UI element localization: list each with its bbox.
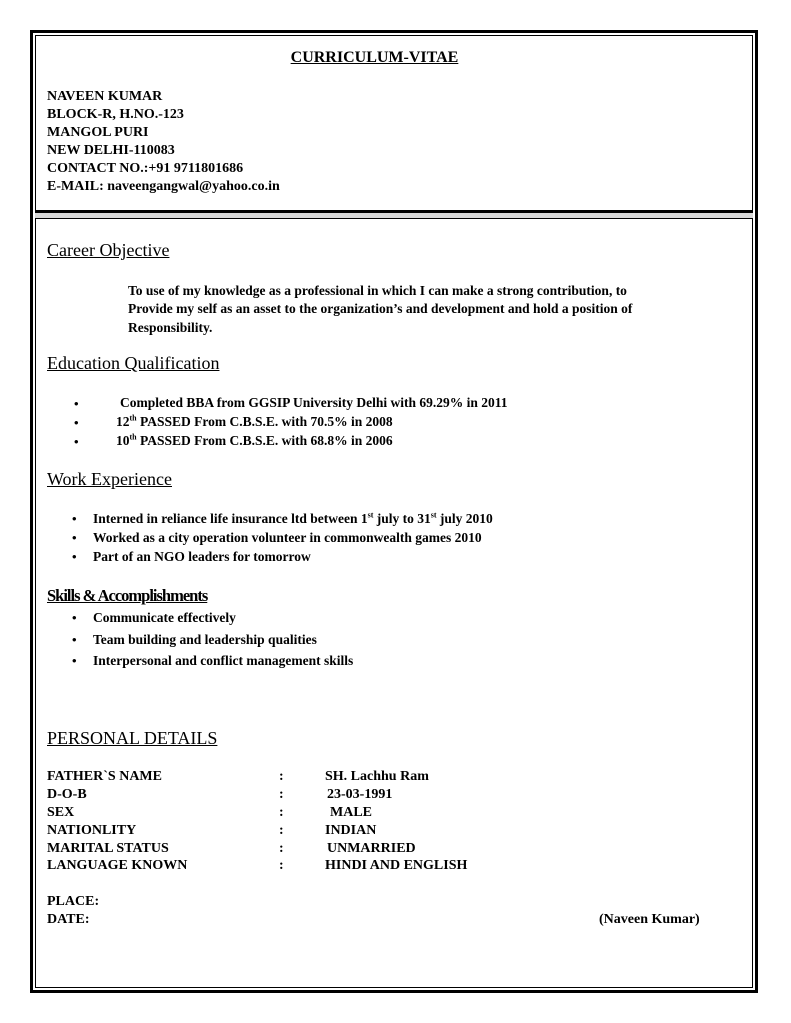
skill-item-3: Interpersonal and conflict management skills [93, 653, 354, 668]
field-label: MARITAL STATUS [47, 841, 169, 856]
education-item-2-grade: 12 [116, 414, 130, 429]
signature-name: (Naveen Kumar) [599, 912, 700, 927]
skills-heading: Skills & Accomplishments [47, 586, 208, 605]
bullet-icon: • [72, 530, 77, 545]
personal-details-heading: PERSONAL DETAILS [47, 728, 218, 748]
ordinal-suffix: st [430, 510, 437, 520]
date-label: DATE: [47, 912, 90, 927]
ordinal-suffix: th [129, 432, 137, 442]
field-separator: : [279, 858, 284, 873]
contact-number: CONTACT NO.:+91 9711801686 [47, 161, 244, 176]
field-separator: : [279, 769, 284, 784]
field-value: HINDI AND ENGLISH [325, 858, 468, 873]
objective-line-1: To use of my knowledge as a professional in which I can make a strong contribution, to [128, 283, 627, 298]
bullet-icon: • [74, 396, 79, 411]
address-line-3: NEW DELHI-110083 [47, 143, 175, 158]
work-experience-heading: Work Experience [47, 469, 172, 489]
education-heading: Education Qualification [47, 353, 220, 373]
work-item-1-part-b: july to 31 [373, 511, 431, 526]
field-label: LANGUAGE KNOWN [47, 858, 188, 873]
place-label: PLACE: [47, 894, 100, 909]
address-line-1: BLOCK-R, H.NO.-123 [47, 107, 184, 122]
applicant-name: NAVEEN KUMAR [47, 89, 163, 104]
field-label: NATIONLITY [47, 823, 137, 838]
bullet-icon: • [72, 632, 77, 647]
field-separator: : [279, 805, 284, 820]
ordinal-suffix: th [129, 413, 137, 423]
bullet-icon: • [72, 610, 77, 625]
work-item-1-part-a: Interned in reliance life insurance ltd between 1 [93, 511, 368, 526]
education-item-3-text: PASSED From C.B.S.E. with 68.8% in 2006 [136, 433, 393, 448]
education-item-2-text: PASSED From C.B.S.E. with 70.5% in 2008 [136, 414, 393, 429]
field-value: INDIAN [325, 823, 377, 838]
bullet-icon: • [72, 653, 77, 668]
field-label: SEX [47, 805, 75, 820]
education-item-3-grade: 10 [116, 433, 130, 448]
email-address: E-MAIL: naveengangwal@yahoo.co.in [47, 179, 280, 194]
field-value: UNMARRIED [327, 841, 416, 856]
bullet-icon: • [72, 511, 77, 526]
field-separator: : [279, 823, 284, 838]
field-separator: : [279, 787, 284, 802]
career-objective-heading: Career Objective [47, 240, 170, 260]
work-item-3: Part of an NGO leaders for tomorrow [93, 549, 311, 564]
document-title: CURRICULUM-VITAE [290, 49, 459, 66]
bullet-icon: • [74, 415, 79, 430]
field-value: SH. Lachhu Ram [325, 769, 429, 784]
objective-line-2: Provide my self as an asset to the organization’s and development and hold a position of [128, 301, 633, 317]
ordinal-suffix: st [367, 510, 374, 520]
skill-item-1: Communicate effectively [93, 610, 236, 625]
work-item-1 [93, 511, 493, 527]
objective-line-3: Responsibility. [128, 319, 213, 335]
work-item-1-part-c: july 2010 [436, 511, 493, 526]
education-item-2 [116, 414, 393, 430]
bullet-icon: • [72, 549, 77, 564]
contact-block [47, 88, 280, 196]
career-objective-text [128, 282, 728, 337]
skill-item-2: Team building and leadership qualities [93, 632, 317, 647]
field-value: 23-03-1991 [327, 787, 393, 802]
work-item-2: Worked as a city operation volunteer in commonwealth games 2010 [93, 530, 482, 545]
address-line-2: MANGOL PURI [47, 125, 149, 140]
field-separator: : [279, 841, 284, 856]
education-item-1: Completed BBA from GGSIP University Delhi with 69.29% in 2011 [120, 395, 508, 410]
field-value: MALE [330, 805, 372, 820]
field-label: D-O-B [47, 787, 87, 802]
field-label: FATHER`S NAME [47, 769, 162, 784]
education-item-3 [116, 433, 393, 449]
bullet-icon: • [74, 434, 79, 449]
header-divider [35, 210, 753, 219]
